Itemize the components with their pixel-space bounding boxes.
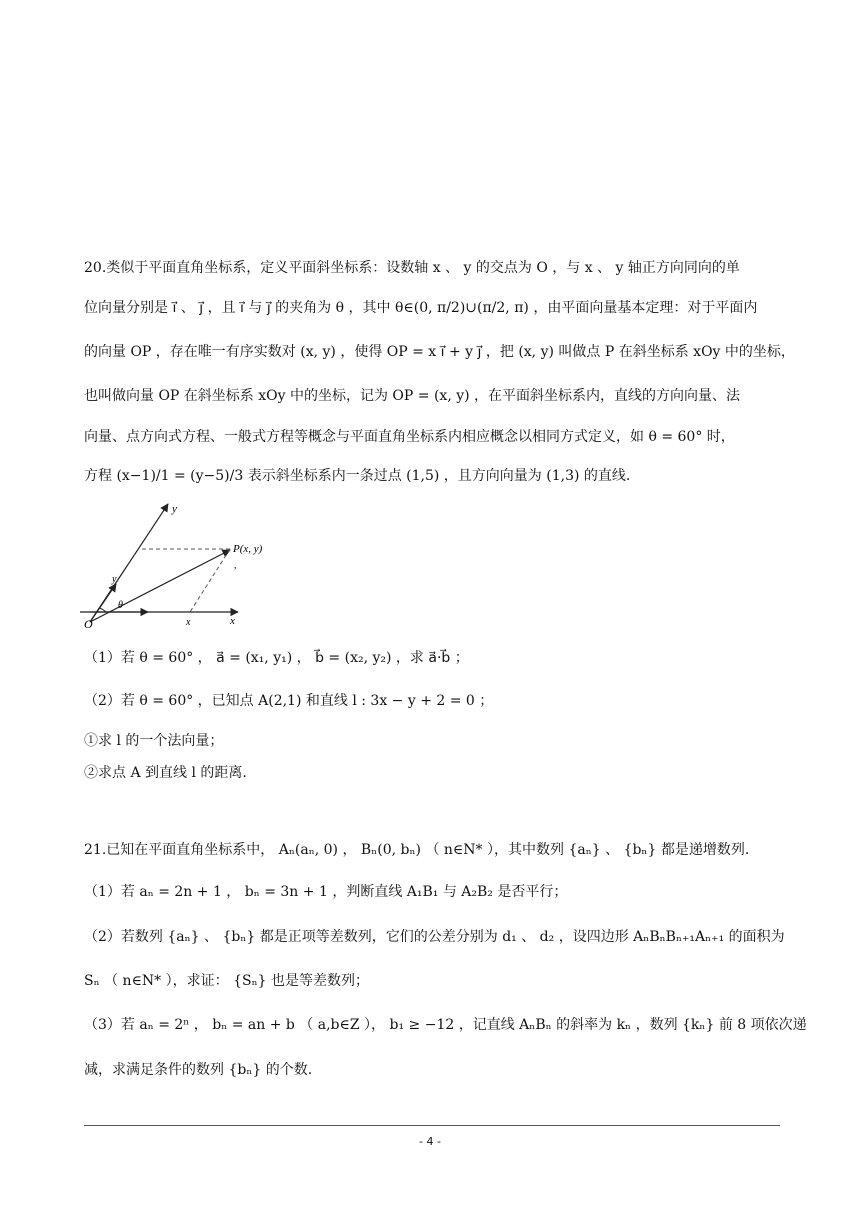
problem-20-line-2: 位向量分别是 i⃗ 、 j⃗ ，且 i⃗ 与 j⃗ 的夹角为 θ ，其中 θ∈(0, π/2)∪(π/2, π) ，由平面向量基本定理：对于平面内 [84,300,758,316]
y-axis-label: y [172,503,177,515]
problem-21-subquestion-3-line-2: 减，求满足条件的数列 {bₙ} 的个数. [84,1062,313,1078]
problem-21-subquestion-1: （1）若 aₙ = 2n + 1 ， bₙ = 3n + 1 ，判断直线 A₁B₁ 与 A₂B₂ 是否平行； [84,884,568,900]
problem-20-line-4: 也叫做向量 OP 在斜坐标系 xOy 中的坐标，记为 OP = (x, y) ，在平面斜坐标系内，直线的方向向量、法 [84,388,741,404]
vector-op-arrow [90,550,230,622]
problem-21-subquestion-2-line-2: Sₙ （ n∈N* ），求证： {Sₙ} 也是等差数列； [84,973,369,989]
problem-20-subquestion-2: （2）若 θ = 60° ，已知点 A(2,1) 和直线 l : 3x − y + 2 = 0 ； [84,693,494,709]
problem-20-line-3: 的向量 OP ，存在唯一有序实数对 (x, y) ，使得 OP = x i⃗ + y j⃗ ，把 (x, y) 叫做点 P 在斜坐标系 xOy 中的坐标， [84,344,795,360]
oblique-axes-diagram [80,498,290,630]
oblique-coordinate-figure [80,498,290,630]
page-number: - 4 - [419,1135,441,1148]
x-coordinate-label: x [186,617,191,628]
x-axis-label: x [230,615,235,627]
problem-21-subquestion-3-line-1: （3）若 aₙ = 2ⁿ ， bₙ = an + b （ a,b∈Z ）， b₁ ≥ −12 ，记直线 AₙBₙ 的斜率为 kₙ ，数列 {kₙ} 前 8 项依次递 [84,1017,807,1033]
problem-20-line-6: 方程 (x−1)/1 = (y−5)/3 表示斜坐标系内一条过点 (1,5) ，且方向向量为 (1,3) 的直线. [84,468,631,484]
point-p-label: P(x, y) [233,543,263,555]
angle-label: θ [118,600,123,611]
origin-label: O [84,617,93,630]
problem-20-line-5: 向量、点方向式方程、一般式方程等概念与平面直角坐标系内相应概念以相同方式定义，如 θ = 60° 时， [84,429,735,445]
unit-vector-j-arrow [90,584,116,622]
problem-21-subquestion-2-line-1: （2）若数列 {aₙ} 、 {bₙ} 都是正项等差数列，它们的公差分别为 d₁ 、 d₂ ，设四边形 AₙBₙBₙ₊₁Aₙ₊₁ 的面积为 [84,929,785,945]
problem-21-line-1: 21.已知在平面直角坐标系中， Aₙ(aₙ, 0) ， Bₙ(0, bₙ) （ n∈N* ），其中数列 {aₙ} 、 {bₙ} 都是递增数列. [84,842,750,858]
figure-comma: , [234,560,237,571]
problem-20-subquestion-2-1: ①求 l 的一个法向量； [84,733,224,749]
problem-20-line-1: 20.类似于平面直角坐标系，定义平面斜坐标系：设数轴 x 、 y 的交点为 O ，与 x 、 y 轴正方向同向的单 [84,260,740,276]
problem-20-subquestion-1: （1）若 θ = 60° ， a⃗ = (x₁, y₁) ， b⃗ = (x₂, y₂) ，求 a⃗·b⃗ ； [84,650,469,666]
problem-20-subquestion-2-2: ②求点 A 到直线 l 的距离. [84,765,247,781]
dashed-line-to-x-axis [190,549,230,612]
y-unit-label: y [112,574,117,585]
footer-divider [84,1125,780,1126]
